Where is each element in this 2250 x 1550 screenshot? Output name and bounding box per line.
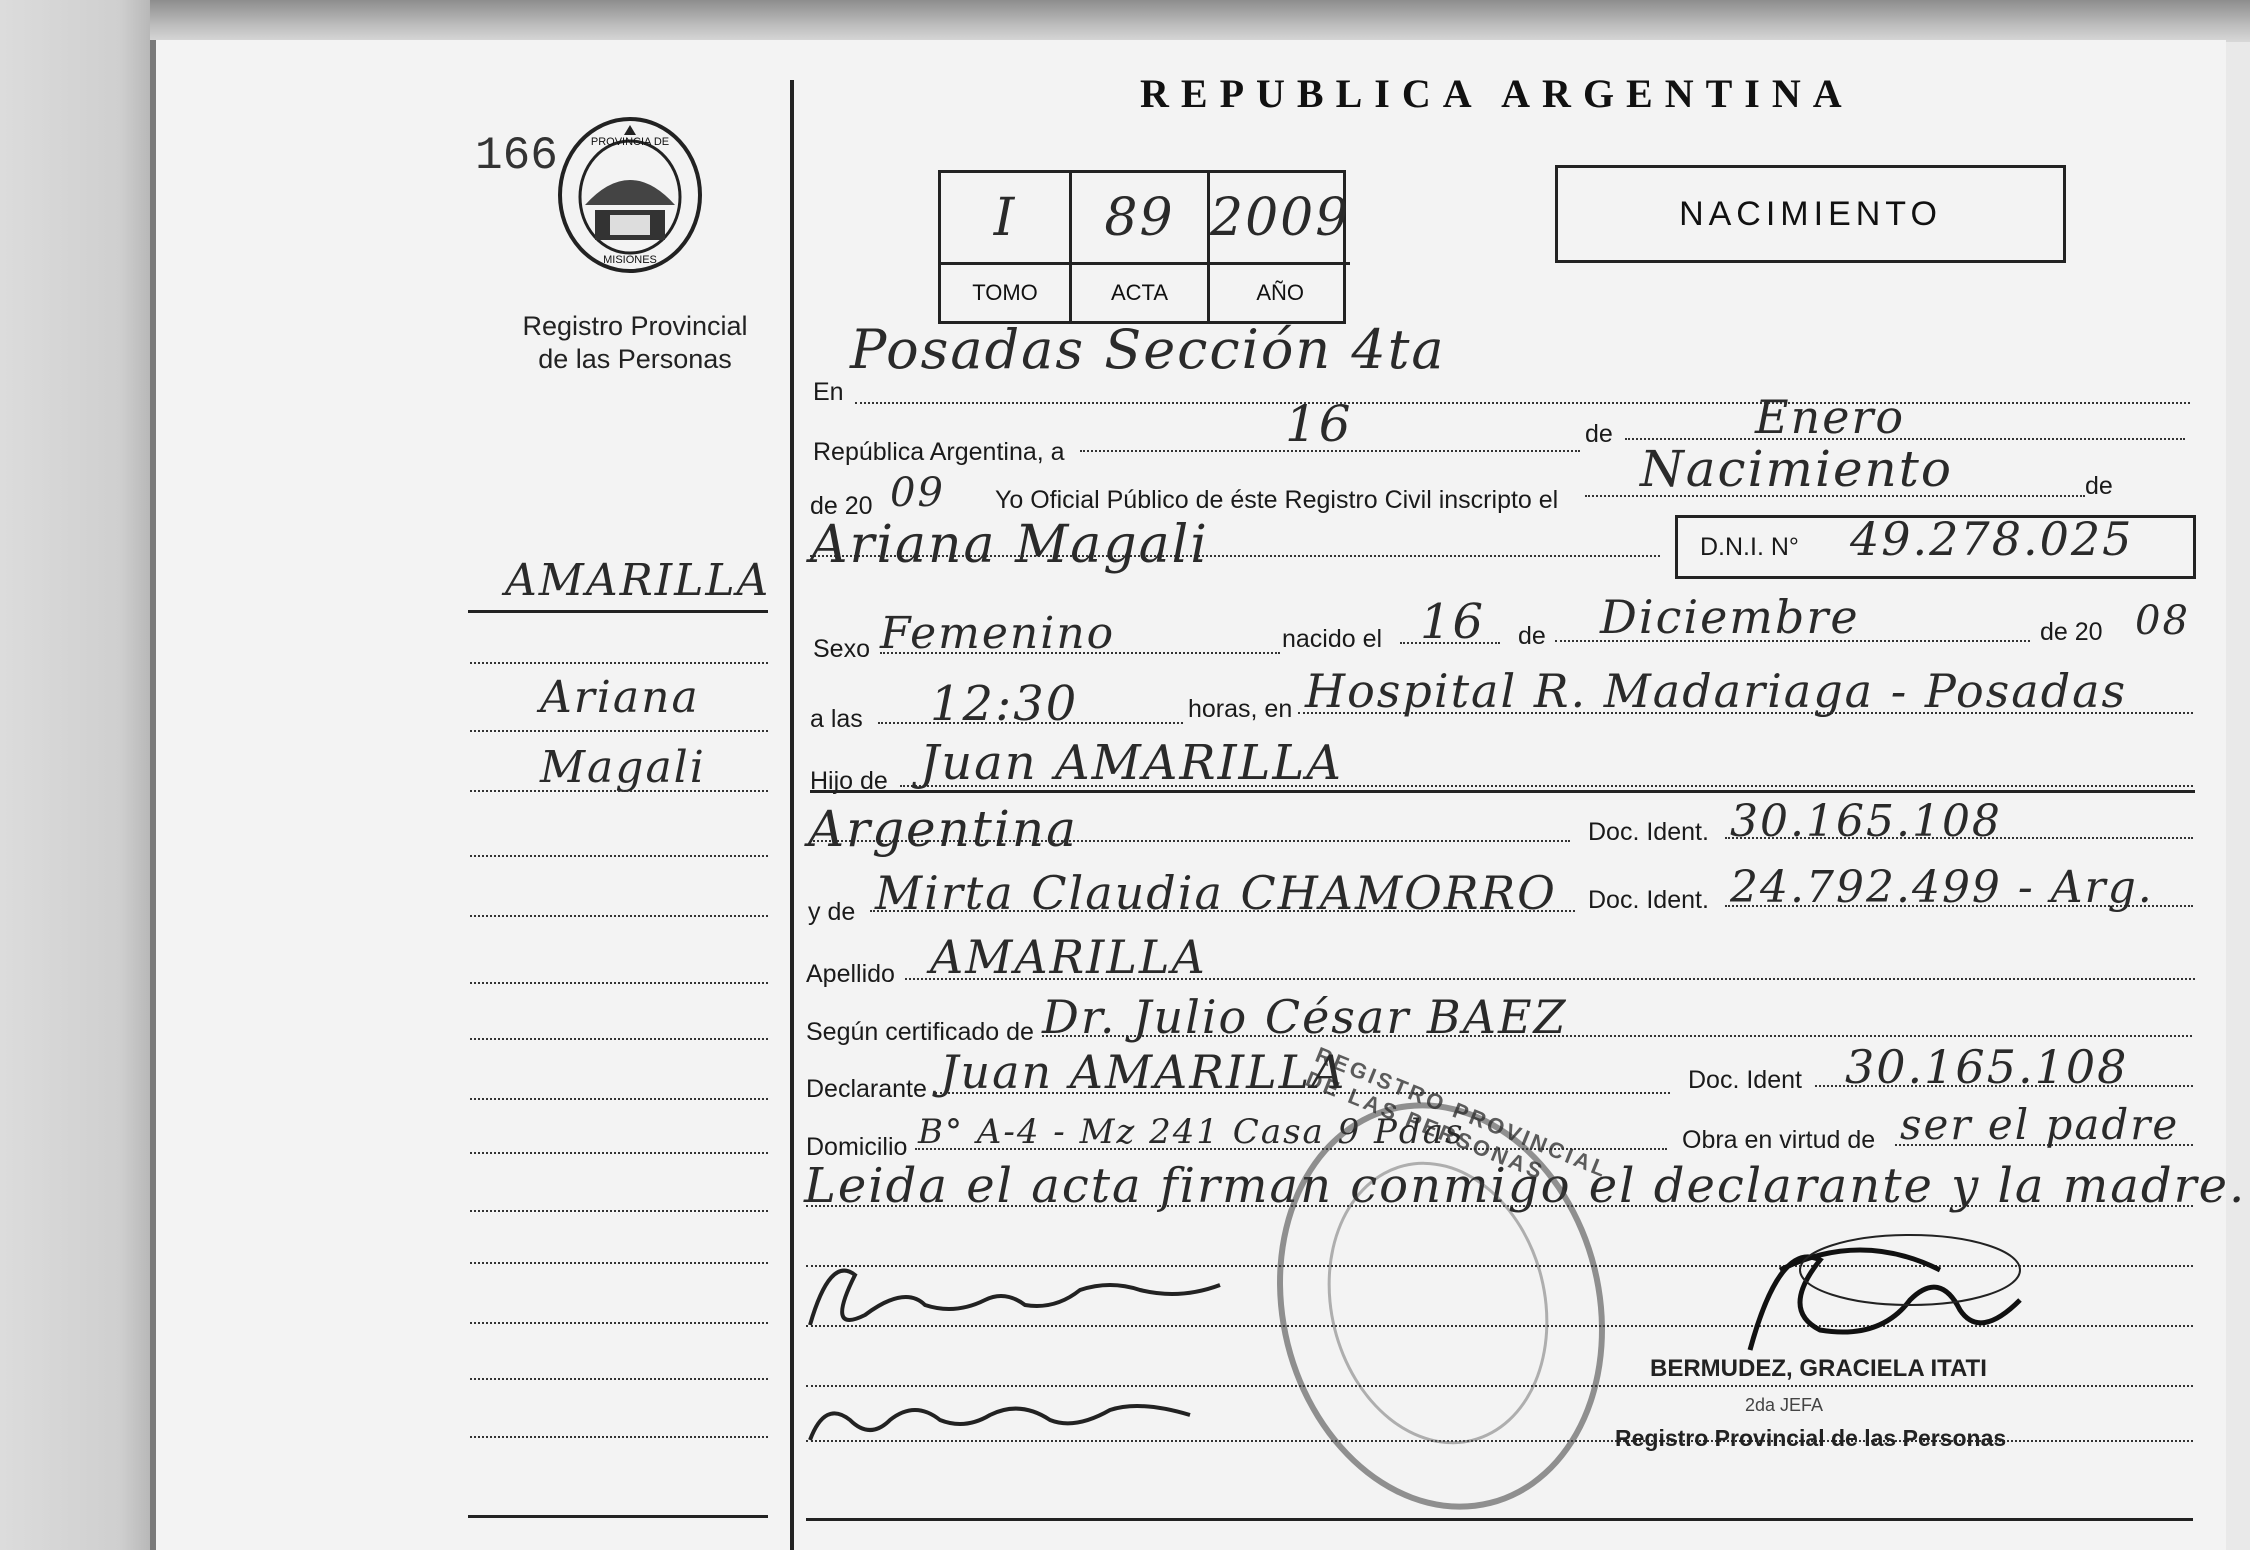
place-value: Posadas Sección 4ta bbox=[850, 318, 1446, 381]
margin-given-name-2: Magali bbox=[540, 742, 706, 793]
anio-label: AÑO bbox=[1256, 280, 1305, 305]
father-value: Juan AMARILLA bbox=[920, 735, 1343, 791]
place-line bbox=[855, 402, 2190, 404]
record-index-grid bbox=[938, 170, 1351, 324]
year-prefix-label: de 20 bbox=[810, 492, 873, 520]
anio-value: 2009 bbox=[1210, 173, 1350, 265]
de-label: de bbox=[1585, 420, 1613, 448]
father-doc-value: 30.165.108 bbox=[1730, 796, 2002, 847]
page-top-shadow bbox=[150, 0, 2250, 42]
yde-label: y de bbox=[808, 898, 856, 926]
father-doc-label: Doc. Ident. bbox=[1588, 818, 1709, 846]
officer-label: Yo Oficial Público de éste Registro Civil inscripto el bbox=[995, 486, 1559, 514]
apellido-label: Apellido bbox=[806, 960, 895, 988]
acta-value: 89 bbox=[1072, 173, 1210, 265]
mother-signature bbox=[800, 1380, 1230, 1460]
inscription-value: Nacimiento bbox=[1640, 440, 1953, 498]
month-value: Enero bbox=[1755, 390, 1906, 444]
tomo-label: TOMO bbox=[941, 265, 1072, 321]
declarante-value: Juan AMARILLA bbox=[940, 1045, 1347, 1099]
dni-value: 49.278.025 bbox=[1850, 512, 2134, 566]
mother-doc-value: 24.792.499 - Arg. bbox=[1730, 862, 2154, 913]
margin-surname-line bbox=[468, 610, 768, 613]
binding-edge bbox=[0, 0, 150, 1550]
apellido-value: AMARILLA bbox=[930, 930, 1207, 984]
birth-de-label: de bbox=[1518, 622, 1546, 650]
republica-label: República Argentina, a bbox=[813, 438, 1065, 466]
time-value: 12:30 bbox=[930, 676, 1079, 732]
en-label: En bbox=[813, 378, 844, 406]
closing-value: Leida el acta firman conmigo el declarante y la madre. bbox=[804, 1158, 2247, 1214]
seal-top-text: PROVINCIA DE bbox=[590, 136, 670, 148]
declarante-signature bbox=[800, 1245, 1250, 1355]
record-type-box: NACIMIENTO bbox=[1555, 165, 2066, 263]
dni-label: D.N.I. N° bbox=[1700, 533, 1799, 561]
alas-label: a las bbox=[810, 705, 863, 733]
sexo-value: Femenino bbox=[880, 608, 1116, 659]
tomo-value: I bbox=[941, 173, 1072, 265]
sexo-label: Sexo bbox=[813, 635, 870, 663]
margin-given-name-1: Ariana bbox=[540, 672, 700, 723]
birth-month-value: Diciembre bbox=[1600, 590, 1860, 644]
birthplace-value: Hospital R. Madariaga - Posadas bbox=[1305, 664, 2128, 718]
father-nationality-value: Argentina bbox=[808, 800, 1078, 858]
margin-surname: AMARILLA bbox=[505, 555, 771, 606]
registry-line-2: de las Personas bbox=[538, 344, 732, 374]
official-registry: Registro Provincial de las Personas bbox=[1615, 1425, 2007, 1451]
country-title: REPUBLICA ARGENTINA bbox=[1140, 71, 1854, 116]
declarante-doc-label: Doc. Ident bbox=[1688, 1066, 1802, 1094]
father-underline bbox=[810, 790, 2195, 793]
segun-label: Según certificado de bbox=[806, 1018, 1034, 1046]
birth-day-value: 16 bbox=[1420, 594, 1486, 650]
column-divider bbox=[790, 80, 794, 1550]
registry-line-1: Registro Provincial bbox=[522, 311, 748, 341]
mother-doc-label: Doc. Ident. bbox=[1588, 886, 1709, 914]
declarante-label: Declarante bbox=[806, 1075, 927, 1103]
hijo-label: Hijo de bbox=[810, 767, 888, 795]
acta-label: ACTA bbox=[1072, 265, 1210, 321]
domicilio-value: B° A-4 - Mz 241 Casa 9 Pdas bbox=[918, 1112, 1465, 1152]
nacido-label: nacido el bbox=[1282, 625, 1383, 653]
official-name: BERMUDEZ, GRACIELA ITATI bbox=[1650, 1355, 1987, 1382]
official-role: 2da JEFA bbox=[1745, 1395, 1824, 1415]
de-label-2: de bbox=[2085, 472, 2113, 500]
day-value: 16 bbox=[1285, 395, 1353, 453]
certificado-value: Dr. Julio César BAEZ bbox=[1042, 990, 1568, 1044]
domicilio-label: Domicilio bbox=[806, 1133, 908, 1161]
child-name-value: Ariana Magali bbox=[810, 515, 1209, 575]
page-number: 166 bbox=[475, 130, 558, 182]
stamp-text: REGISTRO PROVINCIAL DE LAS PERSONAS bbox=[1302, 1041, 1612, 1185]
declarante-doc-value: 30.165.108 bbox=[1845, 1040, 2129, 1094]
year-suffix-value: 09 bbox=[890, 470, 945, 516]
birth-year-label: de 20 bbox=[2040, 618, 2103, 646]
mother-value: Mirta Claudia CHAMORRO bbox=[875, 866, 1557, 920]
misiones-seal-icon bbox=[555, 115, 705, 275]
birth-year-value: 08 bbox=[2135, 598, 2190, 644]
horas-label: horas, en bbox=[1188, 695, 1293, 723]
seal-bottom-text: MISIONES bbox=[603, 254, 657, 266]
registry-name-left bbox=[500, 310, 770, 376]
obra-value: ser el padre bbox=[1900, 1100, 2180, 1149]
obra-label: Obra en virtud de bbox=[1682, 1126, 1876, 1154]
